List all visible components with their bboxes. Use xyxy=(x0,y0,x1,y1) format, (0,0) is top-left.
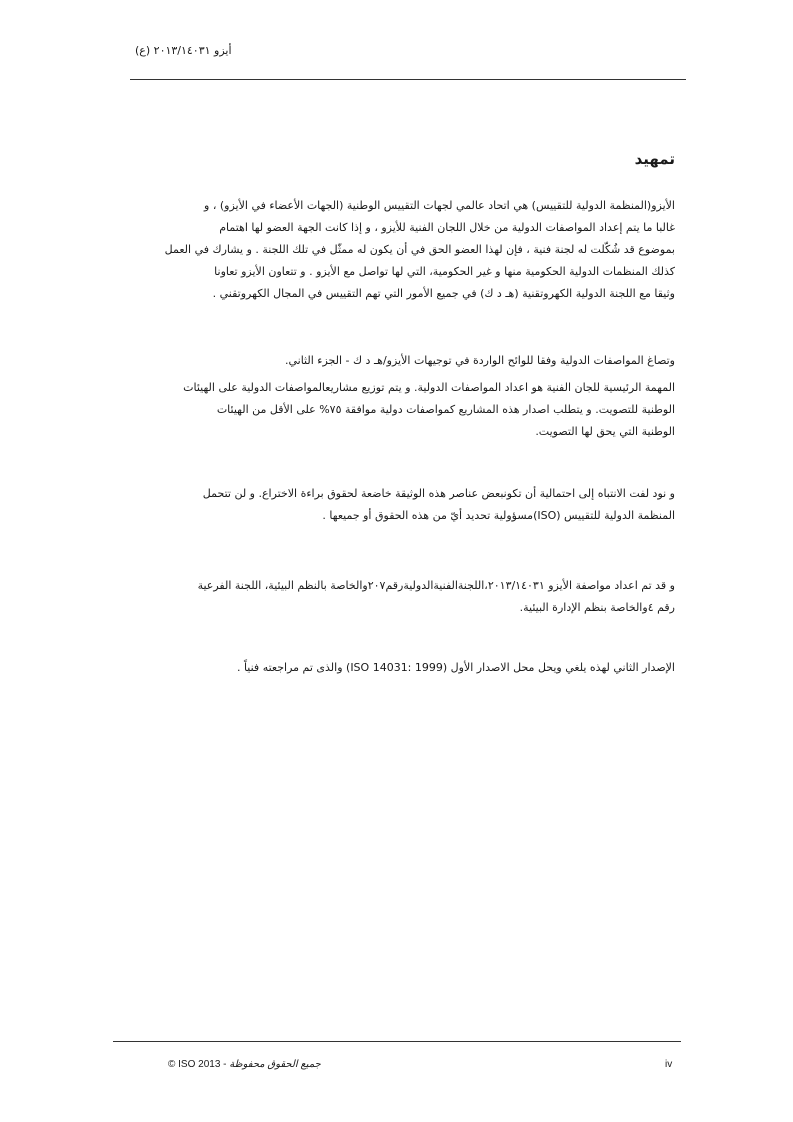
copyright-notice: © ISO 2013 - xyxy=(168,1059,227,1070)
paragraph-line: وتصاغ المواصفات الدولية وفقا للوائح الواردة في توجيهات الأيزو/هـ د ك - الجزء الثاني. xyxy=(284,354,675,367)
page-title: تمهيد xyxy=(634,150,675,168)
standard-reference: أيزو ٢٠١٣/١٤٠٣١ (ع) xyxy=(135,44,232,57)
paragraph-line: بموضوع قد شُكّلت له لجنة فنية ، فإن لهذا العضو الحق في أن يكون له ممثّل في تلك اللجنة . و يشارك في العمل xyxy=(164,243,675,256)
paragraph-line: و قد تم اعداد مواصفة الأيزو ٢٠١٣/١٤٠٣١،اللجنةالفنيةالدوليةرقم٢٠٧والخاصة بالنظم البيئية، اللجنة الفرعية xyxy=(197,579,675,592)
paragraph-line: وثيقا مع اللجنة الدولية الكهروتقنية (هـ د ك) في جميع الأمور التي تهم التقييس في المجال الكهروتقني . xyxy=(212,287,675,300)
page-header xyxy=(130,44,686,64)
paragraph-line: الوطنية للتصويت. و يتطلب اصدار هذه المشاريع كمواصفات دولية موافقة ٧٥% على الأقل من الهيئات xyxy=(216,403,675,416)
header-divider xyxy=(130,79,686,80)
paragraph-line: كذلك المنظمات الدولية الحكومية منها و غير الحكومية، التي لها تواصل مع الأيزو . و تتعاون الأيزو تعاونا xyxy=(214,265,675,278)
paragraph-line: رقم ٤والخاصة بنظم الإدارة البيئية. xyxy=(519,601,675,614)
paragraph-line: المنظمة الدولية للتقييس (ISO)مسؤولية تحديد أيّ من هذه الحقوق أو جميعها . xyxy=(322,509,675,522)
paragraph-preparation xyxy=(115,575,675,619)
paragraph-committees xyxy=(115,377,675,443)
paragraph-patent-rights xyxy=(115,483,675,527)
paragraph-line: الوطنية التي يحق لها التصويت. xyxy=(535,425,675,438)
paragraph-line: المهمة الرئيسية للجان الفنية هو اعداد المواصفات الدولية. و يتم توزيع مشاريعالمواصفات الدولية على الهيئات xyxy=(183,381,675,394)
footer-copyright xyxy=(168,1059,321,1070)
paragraph-edition xyxy=(115,657,675,679)
paragraph-line: غالبا ما يتم إعداد المواصفات الدولية من خلال اللجان الفنية للأيزو ، و إذا كانت الجهة العضو لها اهتمام xyxy=(219,221,675,234)
paragraph-line: الإصدار الثاني لهذه يلغي ويحل محل الاصدار الأول (ISO 14031: 1999) والذى تم مراجعته فنياً . xyxy=(236,661,675,674)
paragraph-line: الأيزو(المنظمة الدولية للتقييس) هي اتحاد عالمي لجهات التقييس الوطنية (الجهات الأعضاء في الأيزو) ، و xyxy=(204,199,675,212)
footer-divider xyxy=(113,1041,681,1042)
paragraph-iso-intro xyxy=(115,195,675,305)
paragraph-drafting-rules xyxy=(115,350,675,372)
paragraph-line: و نود لفت الانتباه إلى احتمالية أن تكونبعض عناصر هذه الوثيقة خاضعة لحقوق براءة الاختراع. و لن تتحمل xyxy=(202,487,675,500)
page-number: iv xyxy=(665,1059,673,1070)
rights-reserved-text: جميع الحقوق محفوظة xyxy=(229,1059,321,1070)
